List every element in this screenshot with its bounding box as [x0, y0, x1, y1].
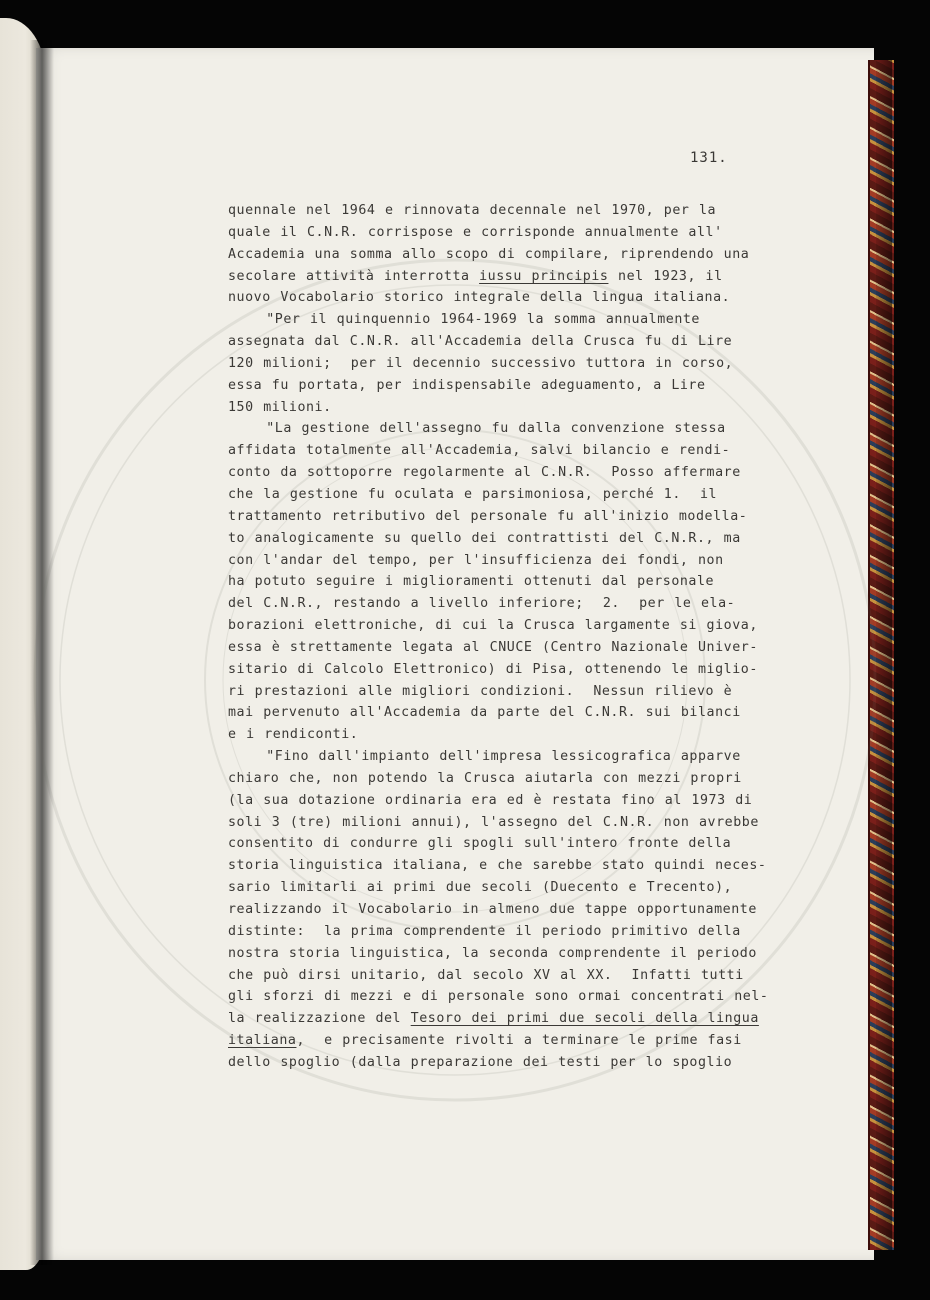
text-run: consentito di condurre gli spogli sull'intero fronte della [228, 836, 732, 852]
text-run: sitario di Calcolo Elettronico) di Pisa, ottenendo le miglio- [228, 661, 758, 677]
text-line [228, 309, 818, 331]
text-run: ha potuto seguire i miglioramenti ottenuti dal personale [228, 574, 715, 590]
text-run: distinte: la prima comprendente il periodo primitivo della [228, 923, 741, 939]
text-line [228, 659, 818, 681]
text-line [228, 681, 818, 703]
text-run: (la sua dotazione ordinaria era ed è restata fino al 1973 di [228, 792, 753, 808]
underlined-title: iussu principis [479, 268, 609, 284]
text-run: borazioni elettroniche, di cui la Crusca largamente si giova, [228, 618, 758, 634]
text-line [228, 702, 818, 724]
text-line [228, 746, 818, 768]
text-run: del C.N.R., restando a livello inferiore; 2. per le ela- [228, 596, 736, 612]
underlined-title: italiana [228, 1033, 297, 1049]
text-line [228, 287, 818, 309]
text-line [228, 331, 818, 353]
text-line [228, 615, 818, 637]
text-run: "Fino dall'impianto dell'impresa lessicografica apparve [228, 749, 741, 765]
text-run: dello spoglio (dalla preparazione dei testi per lo spoglio [228, 1054, 733, 1070]
text-line [228, 724, 818, 746]
text-run: nel 1923, il [608, 268, 723, 284]
text-line [228, 812, 818, 834]
text-line [228, 855, 818, 877]
gutter-shadow [30, 40, 54, 1265]
text-line [228, 637, 818, 659]
page-number: 131. [690, 150, 728, 166]
text-line [228, 397, 818, 419]
text-line [228, 375, 818, 397]
text-line [228, 943, 818, 965]
text-line [228, 593, 818, 615]
text-run: trattamento retributivo del personale fu all'inizio modella- [228, 508, 748, 524]
text-run: chiaro che, non potendo la Crusca aiutarla con mezzi propri [228, 770, 742, 786]
text-line [228, 353, 818, 375]
text-line [228, 1008, 818, 1030]
text-line [228, 222, 818, 244]
text-run: 150 milioni. [228, 399, 332, 415]
book-edge-shadow [876, 60, 892, 1250]
text-line [228, 528, 818, 550]
text-line [228, 965, 818, 987]
text-line [228, 484, 818, 506]
text-run: mai pervenuto all'Accademia da parte del C.N.R. sui bilanci [228, 705, 741, 721]
text-run: sario limitarli ai primi due secoli (Duecento e Trecento), [228, 880, 733, 896]
text-run: la realizzazione del [228, 1011, 411, 1027]
text-run: Accademia una somma allo scopo di compilare, riprendendo una [228, 246, 750, 262]
text-line [228, 790, 818, 812]
text-run: "Per il quinquennio 1964-1969 la somma annualmente [228, 312, 700, 328]
text-line [228, 1052, 818, 1074]
text-run: quale il C.N.R. corrispose e corrisponde annualmente all' [228, 224, 723, 240]
typewritten-text [228, 200, 818, 1074]
text-run: soli 3 (tre) milioni annui), l'assegno del C.N.R. non avrebbe [228, 814, 759, 830]
text-run: secolare attività interrotta [228, 268, 480, 284]
text-line [228, 571, 818, 593]
text-run: quennale nel 1964 e rinnovata decennale nel 1970, per la [228, 203, 717, 218]
text-run: storia linguistica italiana, e che sarebbe stato quindi neces- [228, 858, 767, 874]
text-run: conto da sottoporre regolarmente al C.N.R. Posso affermare [228, 465, 741, 481]
text-line [228, 768, 818, 790]
text-line [228, 200, 818, 222]
text-run: gli sforzi di mezzi e di personale sono ormai concentrati nel- [228, 989, 769, 1005]
underlined-title: Tesoro dei primi due secoli della lingua [410, 1011, 759, 1027]
text-run: to analogicamente su quello dei contrattisti del C.N.R., ma [228, 530, 741, 546]
text-line [228, 986, 818, 1008]
text-run: e i rendiconti. [228, 727, 359, 743]
text-run: che può dirsi unitario, dal secolo XV al XX. Infatti tutti [228, 967, 744, 983]
text-run: affidata totalmente all'Accademia, salvi bilancio e rendi- [228, 443, 731, 459]
text-run: assegnata dal C.N.R. all'Accademia della Crusca fu di Lire [228, 334, 733, 350]
text-run: nostra storia linguistica, la seconda comprendente il periodo [228, 945, 757, 961]
text-run: che la gestione fu oculata e parsimoniosa, perché 1. il [228, 486, 718, 502]
text-run: "La gestione dell'assegno fu dalla convenzione stessa [228, 421, 726, 437]
text-line [228, 462, 818, 484]
text-line [228, 921, 818, 943]
text-line [228, 440, 818, 462]
text-line [228, 833, 818, 855]
text-line [228, 418, 818, 440]
text-run: realizzando il Vocabolario in almeno due tappe opportunamente [228, 902, 757, 917]
text-run: , e precisamente rivolti a terminare le prime fasi [296, 1033, 742, 1049]
text-run: ri prestazioni alle migliori condizioni. Nessun rilievo è [228, 683, 733, 699]
text-run: essa è strettamente legata al CNUCE (Centro Nazionale Univer- [228, 639, 758, 655]
text-line [228, 550, 818, 572]
text-line [228, 244, 818, 266]
text-line [228, 506, 818, 528]
text-run: 120 milioni; per il decennio successivo tuttora in corso, [228, 355, 734, 371]
text-run: essa fu portata, per indispensabile adeguamento, a Lire [228, 377, 706, 393]
text-line [228, 266, 818, 288]
text-run: nuovo Vocabolario storico integrale della lingua italiana. [228, 290, 731, 306]
text-line [228, 1030, 818, 1052]
text-line [228, 899, 818, 921]
text-line [228, 877, 818, 899]
text-run: con l'andar del tempo, per l'insufficienza dei fondi, non [228, 552, 724, 568]
